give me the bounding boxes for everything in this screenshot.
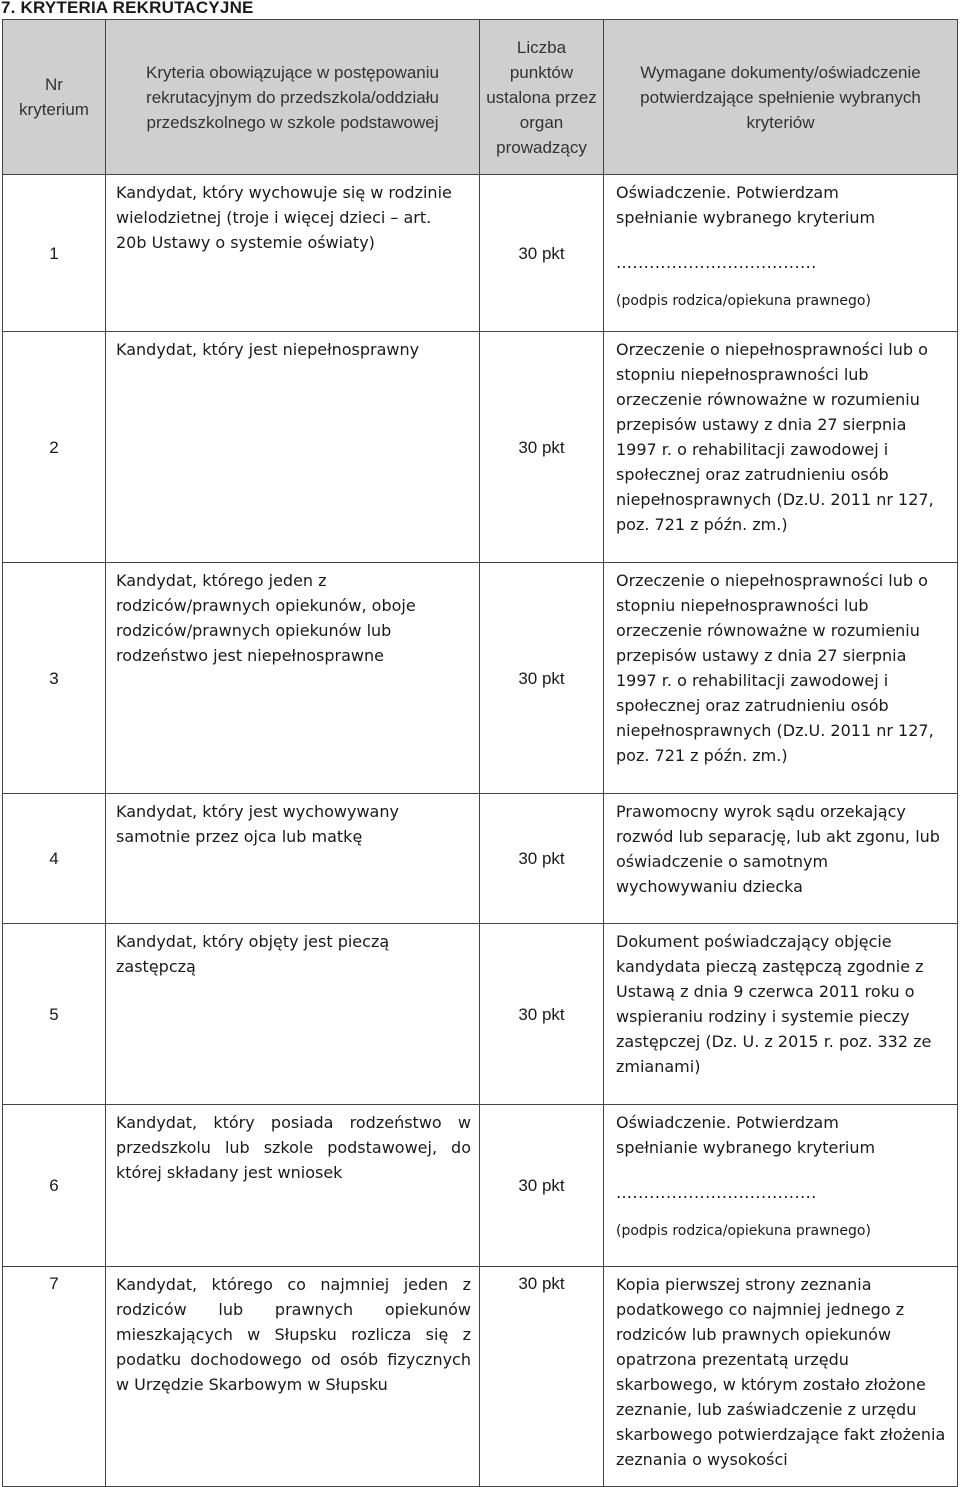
points-value: 30 pkt (480, 924, 604, 1105)
row-number: 5 (3, 924, 106, 1105)
signature-line: …................................. (616, 1183, 817, 1202)
document-cell (604, 1105, 958, 1267)
table-row (3, 175, 958, 332)
criterion-text: Kandydat, którego jeden z rodziców/prawnych opiekunów, oboje rodziców/prawnych opiekunów lub rodzeństwo jest niepełnosprawne (106, 563, 480, 794)
row-number: 4 (3, 794, 106, 924)
row-number: 6 (3, 1105, 106, 1267)
table-row (3, 794, 958, 924)
points-value: 30 pkt (480, 332, 604, 563)
row-number: 7 (3, 1267, 106, 1487)
document-text: Orzeczenie o niepełnosprawności lub o stopniu niepełnosprawności lub orzeczenie równoważne w rozumieniu przepisów ustawy z dnia 27 sierpnia 1997 r. o rehabilitacji zawodowej i społecznej oraz zatrudnieniu osób niepełnosprawnych (Dz.U. 2011 nr 127, poz. 721 z późn. zm.) (604, 563, 958, 794)
table-row (3, 1105, 958, 1267)
points-value: 30 pkt (480, 175, 604, 332)
points-value: 30 pkt (480, 1267, 604, 1487)
document-text: Orzeczenie o niepełnosprawności lub o stopniu niepełnosprawności lub orzeczenie równoważne w rozumieniu przepisów ustawy z dnia 27 sierpnia 1997 r. o rehabilitacji zawodowej i społecznej oraz zatrudnieniu osób niepełnosprawnych (Dz.U. 2011 nr 127, poz. 721 z późn. zm.) (604, 332, 958, 563)
criterion-text: Kandydat, który objęty jest pieczą zastępczą (106, 924, 480, 1105)
header-nr: Nr kryterium (3, 20, 106, 175)
header-kryteria: Kryteria obowiązujące w postępowaniu rekrutacyjnym do przedszkola/oddziału przedszkolnego w szkole podstawowej (106, 20, 480, 175)
table-row (3, 332, 958, 563)
row-number: 2 (3, 332, 106, 563)
document-text: Dokument poświadczający objęcie kandydata pieczą zastępczą zgodnie z Ustawą z dnia 9 czerwca 2011 roku o wspieraniu rodziny i systemie pieczy zastępczej (Dz. U. z 2015 r. poz. 332 ze zmianami) (604, 924, 958, 1105)
document-text: Kopia pierwszej strony zeznania podatkowego co najmniej jednego z rodziców lub prawnych opiekunów opatrzona prezentatą urzędu skarbowego, w którym zostało złożone zeznanie, lub zaświadczenie z urzędu skarbowego potwierdzające fakt złożenia zeznania o wysokości (604, 1267, 958, 1487)
table-row (3, 1267, 958, 1487)
section-title: 7. KRYTERIA REKRUTACYJNE (1, 0, 254, 17)
document-cell (604, 175, 958, 332)
table-row (3, 563, 958, 794)
header-row (3, 20, 958, 175)
criterion-text: Kandydat, którego co najmniej jeden z rodziców lub prawnych opiekunów mieszkających w Słupsku rozlicza się z podatku dochodowego od osób fizycznych w Urzędzie Skarbowym w Słupsku (106, 1267, 480, 1487)
criterion-text: Kandydat, który jest wychowywany samotnie przez ojca lub matkę (106, 794, 480, 924)
signature-line: …................................. (616, 253, 817, 272)
signature-note: (podpis rodzica/opiekuna prawnego) (616, 1223, 871, 1239)
points-value: 30 pkt (480, 1105, 604, 1267)
header-punkty: Liczba punktów ustalona przez organ prowadzący (480, 20, 604, 175)
row-number: 1 (3, 175, 106, 332)
criterion-text: Kandydat, który posiada rodzeństwo w przedszkolu lub szkole podstawowej, do której składany jest wniosek (106, 1105, 480, 1267)
document-text: Oświadczenie. Potwierdzam spełnianie wybranego kryterium (616, 1113, 876, 1157)
points-value: 30 pkt (480, 563, 604, 794)
header-dokumenty: Wymagane dokumenty/oświadczenie potwierdzające spełnienie wybranych kryteriów (604, 20, 958, 175)
criteria-table (2, 19, 958, 1487)
document-text: Oświadczenie. Potwierdzam spełnianie wybranego kryterium (616, 183, 876, 227)
criterion-text: Kandydat, który jest niepełnosprawny (106, 332, 480, 563)
document-text: Prawomocny wyrok sądu orzekający rozwód lub separację, lub akt zgonu, lub oświadczenie o samotnym wychowywaniu dziecka (604, 794, 958, 924)
points-value: 30 pkt (480, 794, 604, 924)
table-row (3, 924, 958, 1105)
signature-note: (podpis rodzica/opiekuna prawnego) (616, 293, 871, 309)
criterion-text: Kandydat, który wychowuje się w rodzinie wielodzietnej (troje i więcej dzieci – art. 20b Ustawy o systemie oświaty) (106, 175, 480, 332)
row-number: 3 (3, 563, 106, 794)
